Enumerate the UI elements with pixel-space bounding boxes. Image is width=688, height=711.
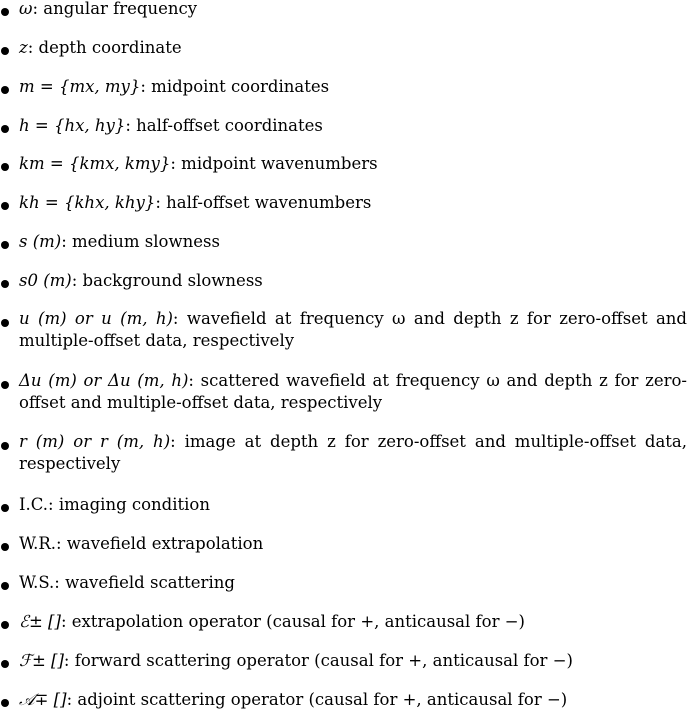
notation-description: : half-offset wavenumbers xyxy=(155,193,372,212)
notation-description: : forward scattering operator (causal for +, anticausal for −) xyxy=(63,651,573,670)
bullet-icon xyxy=(1,381,9,389)
notation-description: : midpoint coordinates xyxy=(140,77,330,96)
notation-description: : background slowness xyxy=(71,271,263,290)
bullet-icon xyxy=(1,319,9,327)
bullet-icon xyxy=(1,202,9,210)
bullet-icon xyxy=(1,163,9,171)
notation-symbol: r (m) or r (m, h) xyxy=(19,432,171,451)
notation-description: : depth coordinate xyxy=(27,38,182,57)
bullet-icon xyxy=(1,280,9,288)
bullet-icon xyxy=(1,47,9,55)
notation-description: : half-offset coordinates xyxy=(125,116,323,135)
bullet-icon xyxy=(1,582,9,590)
notation-symbol: s (m) xyxy=(19,232,62,251)
bullet-icon xyxy=(1,8,9,16)
notation-symbol: 𝒜∓ [] xyxy=(19,690,67,709)
bullet-icon xyxy=(1,442,9,450)
notation-symbol: m = {mx, my} xyxy=(19,77,141,96)
notation-symbol: u (m) or u (m, h) xyxy=(19,309,173,328)
bullet-icon xyxy=(1,125,9,133)
notation-symbol: ω xyxy=(19,0,33,18)
notation-description: : scattered wavefield at frequency ω and depth z for zero-offset and multiple-offset data, respectively xyxy=(19,371,687,412)
bullet-icon xyxy=(1,621,9,629)
notation-description: : wavefield scattering xyxy=(54,573,235,592)
bullet-icon xyxy=(1,543,9,551)
notation-symbol: z xyxy=(19,38,28,57)
notation-symbol: I.C. xyxy=(19,495,49,514)
notation-description: : adjoint scattering operator (causal for +, anticausal for −) xyxy=(66,690,568,709)
notation-symbol: km = {kmx, kmy} xyxy=(19,154,171,173)
notation-description: : midpoint wavenumbers xyxy=(170,154,378,173)
notation-symbol: W.S. xyxy=(19,573,55,592)
notation-symbol: Δu (m) or Δu (m, h) xyxy=(19,371,189,390)
bullet-icon xyxy=(1,504,9,512)
notation-description: : image at depth z for zero-offset and multiple-offset data, respectively xyxy=(19,432,688,473)
notation-symbol: s0 (m) xyxy=(19,271,72,290)
notation-description: : medium slowness xyxy=(61,232,220,251)
bullet-icon xyxy=(1,660,9,668)
notation-description: : angular frequency xyxy=(32,0,198,18)
notation-symbol: W.R. xyxy=(19,534,56,553)
notation-symbol: ℱ± [] xyxy=(19,651,64,670)
bullet-icon xyxy=(1,241,9,249)
bullet-icon xyxy=(1,699,9,707)
notation-description: : extrapolation operator (causal for +, anticausal for −) xyxy=(60,612,525,631)
notation-symbol: h = {hx, hy} xyxy=(19,116,126,135)
notation-description: : wavefield extrapolation xyxy=(56,534,264,553)
notation-symbol: ℰ± [] xyxy=(19,612,61,631)
notation-description: : wavefield at frequency ω and depth z for zero-offset and multiple-offset data, respectively xyxy=(19,309,687,350)
notation-symbol: kh = {khx, khy} xyxy=(19,193,156,212)
bullet-icon xyxy=(1,86,9,94)
notation-description: : imaging condition xyxy=(48,495,210,514)
